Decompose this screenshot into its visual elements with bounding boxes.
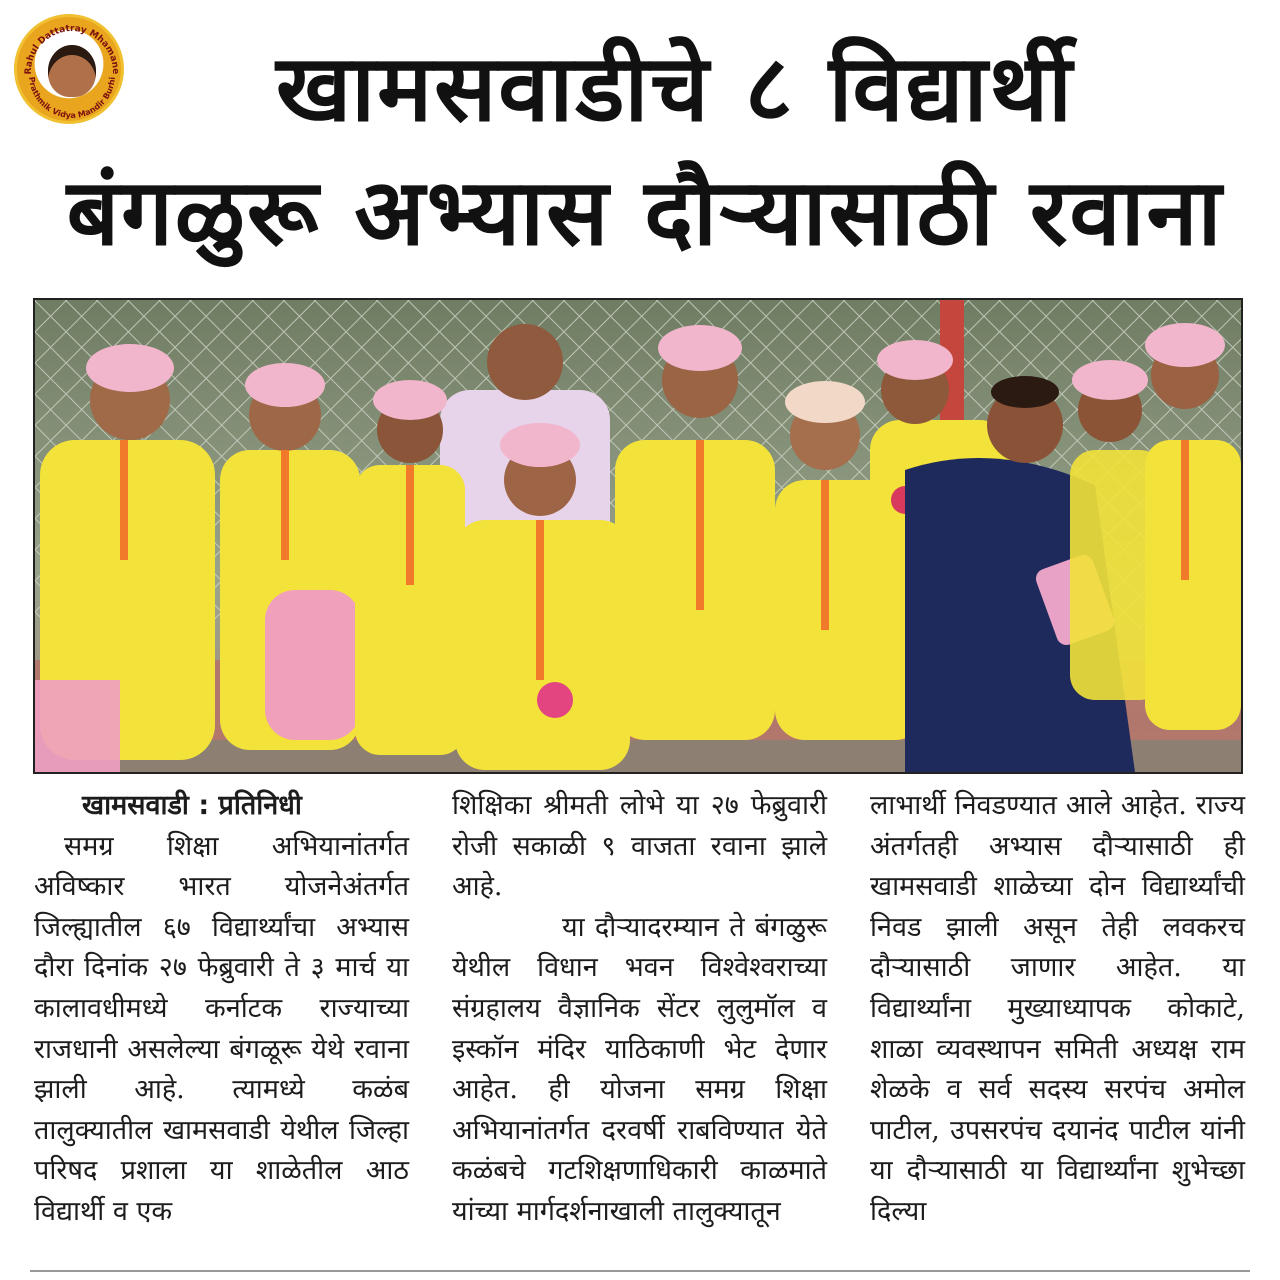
bottom-rule <box>30 1270 1250 1272</box>
article-paragraph: लाभार्थी निवडण्यात आले आहेत. राज्य अंतर्गतही अभ्यास दौऱ्यासाठी ही खामसवाडी शाळेच्या दोन विद्यार्थ्यांची निवड झाली असून तेही लवकरच दौऱ्यासाठी जाणार आहेत. या विद्यार्थ्यांना मुख्याध्यापक कोकाटे, शाळा व्यवस्थापन समिती अध्यक्ष राम शेळके व सर्व सदस्य सरपंच अमोल पाटील, उपसरपंच दयानंद पाटील यांनी या दौऱ्यासाठी या विद्यार्थ्यांना शुभेच्छा दिल्या <box>870 790 1245 1227</box>
article-column-2 <box>452 786 827 1233</box>
group-photo <box>33 298 1243 774</box>
headline <box>30 30 1260 278</box>
headline-line-1: खामसवाडीचे ८ विद्यार्थी <box>275 35 1075 142</box>
group-photo-image <box>35 300 1241 772</box>
headline-line-2: बंगळुरू अभ्यास दौऱ्यासाठी रवाना <box>66 159 1224 266</box>
article-paragraph: समग्र शिक्षा अभियानांतर्गत अविष्कार भारत योजनेअंतर्गत जिल्ह्यातील ६७ विद्यार्थ्यांचा अभ्यास दौरा दिनांक २७ फेब्रुवारी ते ३ मार्च या कालावधीमध्ये कर्नाटक राज्याच्या राजधानी असलेल्या बंगळूरू येथे रवाना झाली आहे. त्यामध्ये कळंब तालुक्यातील खामसवाडी येथील जिल्हा परिषद प्रशाला या शाळेतील आठ विद्यार्थी व एक <box>34 830 409 1227</box>
logo-top-text: Rahul Dattatray Mhamane <box>23 23 121 75</box>
article-column-1 <box>34 786 409 1233</box>
article-paragraph: शिक्षिका श्रीमती लोभे या २७ फेब्रुवारी रोजी सकाळी ९ वाजता रवाना झाले आहे. <box>452 790 827 903</box>
dateline: खामसवाडी : प्रतिनिधी <box>82 790 302 821</box>
logo-bottom-text: Prathmik Vidya Mandir Burhi <box>26 76 117 121</box>
article-column-3 <box>870 786 1245 1233</box>
article-paragraph: या दौऱ्यादरम्यान ते बंगळुरू येथील विधान भवन विश्वेश्वराच्या संग्रहालय वैज्ञानिक सेंटर लुलुमॉल व इस्कॉन मंदिर याठिकाणी भेट देणार आहेत. ही योजना समग्र शिक्षा अभियानांतर्गत दरवर्षी राबविण्यात येते कळंबचे गटशिक्षणाधिकारी काळमाते यांच्या मार्गदर्शनाखाली तालुक्यातून <box>452 911 827 1227</box>
